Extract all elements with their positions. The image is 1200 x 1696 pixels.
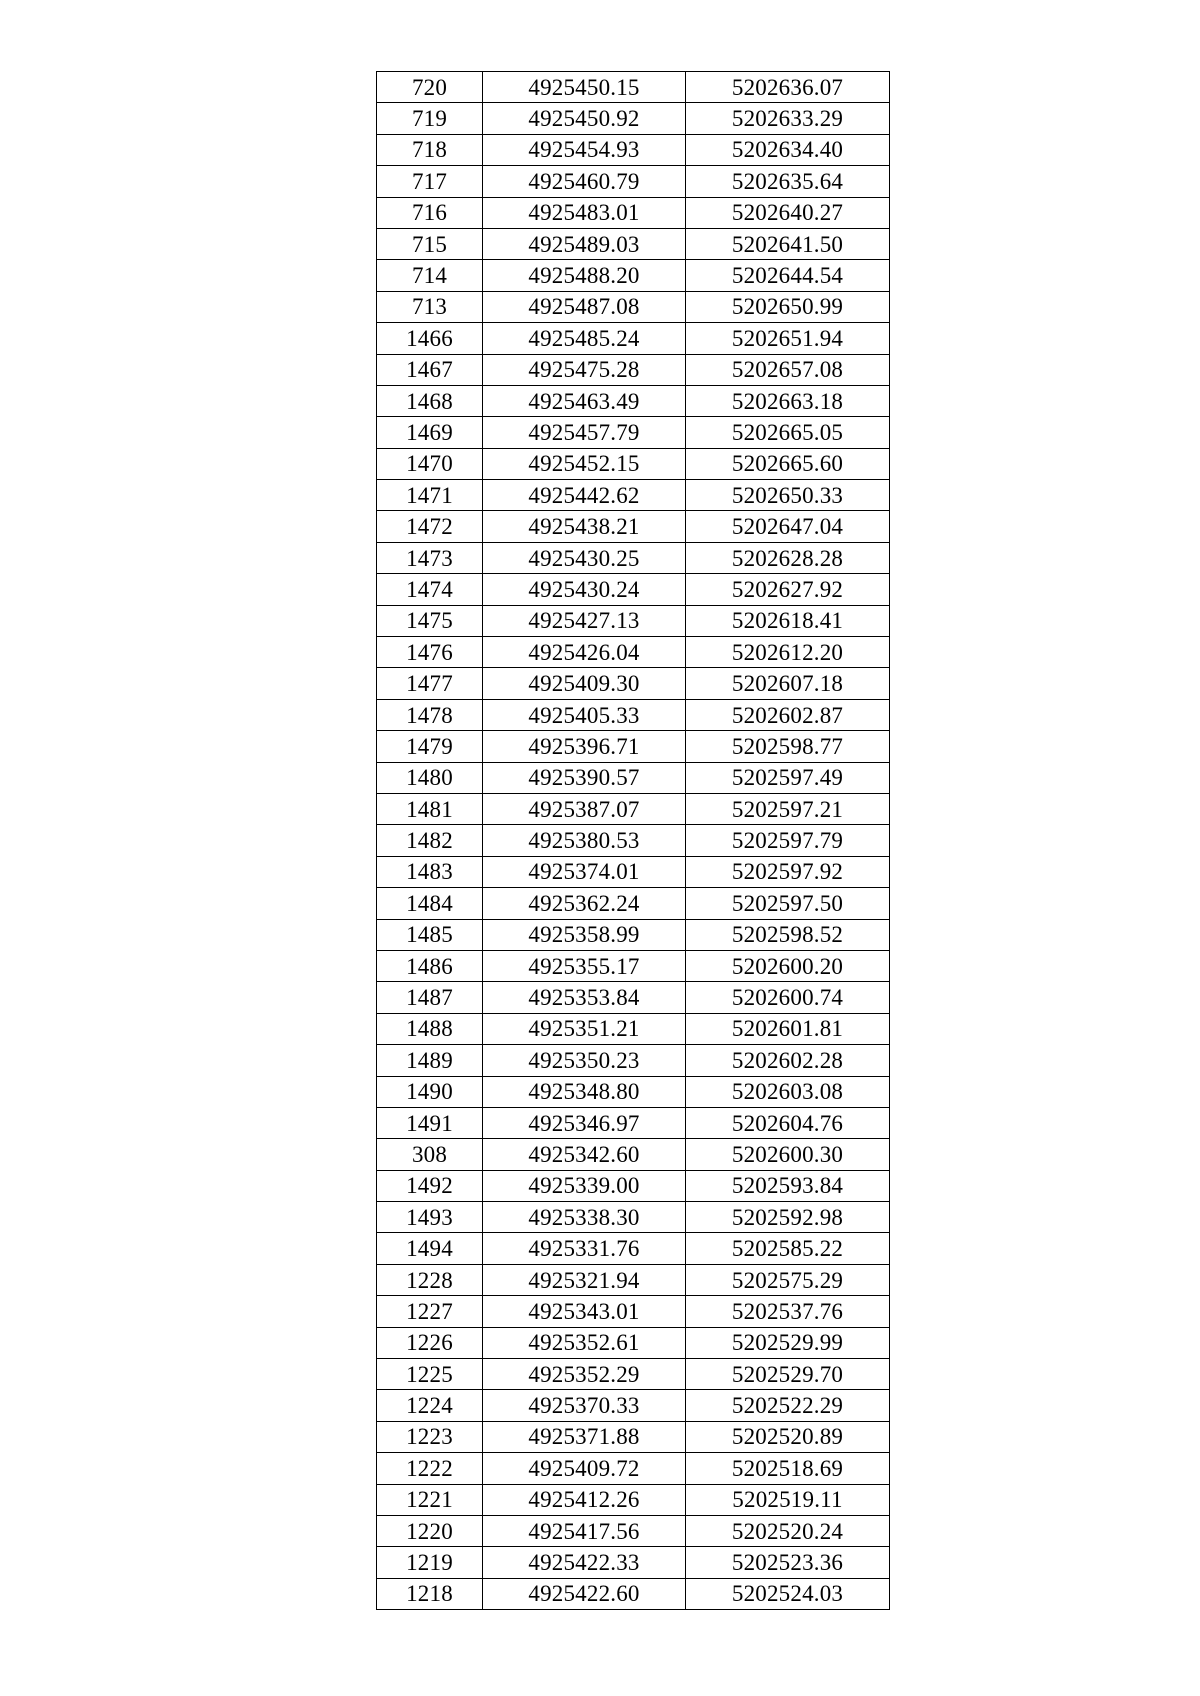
table-row — [377, 354, 890, 385]
point-number-cell: 308 — [377, 1139, 483, 1170]
table-row — [377, 1296, 890, 1327]
table-row — [377, 72, 890, 103]
point-number-cell: 1487 — [377, 982, 483, 1013]
x-coordinate-cell: 4925352.61 — [483, 1327, 686, 1358]
table-row — [377, 1390, 890, 1421]
x-coordinate-cell: 4925488.20 — [483, 260, 686, 291]
table-row — [377, 793, 890, 824]
coordinates-table — [376, 71, 890, 1610]
x-coordinate-cell: 4925454.93 — [483, 134, 686, 165]
point-number-cell: 717 — [377, 166, 483, 197]
y-coordinate-cell: 5202607.18 — [686, 668, 890, 699]
point-number-cell: 713 — [377, 291, 483, 322]
point-number-cell: 1223 — [377, 1421, 483, 1452]
y-coordinate-cell: 5202529.99 — [686, 1327, 890, 1358]
table-row — [377, 323, 890, 354]
point-number-cell: 718 — [377, 134, 483, 165]
point-number-cell: 1220 — [377, 1515, 483, 1546]
point-number-cell: 1479 — [377, 731, 483, 762]
x-coordinate-cell: 4925422.33 — [483, 1547, 686, 1578]
table-row — [377, 1515, 890, 1546]
x-coordinate-cell: 4925450.15 — [483, 72, 686, 103]
point-number-cell: 1226 — [377, 1327, 483, 1358]
x-coordinate-cell: 4925348.80 — [483, 1076, 686, 1107]
x-coordinate-cell: 4925412.26 — [483, 1484, 686, 1515]
y-coordinate-cell: 5202651.94 — [686, 323, 890, 354]
y-coordinate-cell: 5202650.99 — [686, 291, 890, 322]
point-number-cell: 1489 — [377, 1045, 483, 1076]
table-row — [377, 668, 890, 699]
x-coordinate-cell: 4925350.23 — [483, 1045, 686, 1076]
table-row — [377, 134, 890, 165]
y-coordinate-cell: 5202633.29 — [686, 103, 890, 134]
y-coordinate-cell: 5202604.76 — [686, 1107, 890, 1138]
point-number-cell: 716 — [377, 197, 483, 228]
point-number-cell: 1493 — [377, 1202, 483, 1233]
point-number-cell: 719 — [377, 103, 483, 134]
table-row — [377, 856, 890, 887]
x-coordinate-cell: 4925487.08 — [483, 291, 686, 322]
point-number-cell: 1467 — [377, 354, 483, 385]
y-coordinate-cell: 5202600.74 — [686, 982, 890, 1013]
y-coordinate-cell: 5202612.20 — [686, 637, 890, 668]
table-row — [377, 950, 890, 981]
x-coordinate-cell: 4925355.17 — [483, 950, 686, 981]
point-number-cell: 1473 — [377, 542, 483, 573]
x-coordinate-cell: 4925463.49 — [483, 385, 686, 416]
y-coordinate-cell: 5202640.27 — [686, 197, 890, 228]
point-number-cell: 1227 — [377, 1296, 483, 1327]
point-number-cell: 1472 — [377, 511, 483, 542]
x-coordinate-cell: 4925409.72 — [483, 1453, 686, 1484]
x-coordinate-cell: 4925442.62 — [483, 480, 686, 511]
y-coordinate-cell: 5202523.36 — [686, 1547, 890, 1578]
y-coordinate-cell: 5202597.50 — [686, 888, 890, 919]
x-coordinate-cell: 4925417.56 — [483, 1515, 686, 1546]
y-coordinate-cell: 5202641.50 — [686, 228, 890, 259]
table-row — [377, 1139, 890, 1170]
table-row — [377, 417, 890, 448]
point-number-cell: 1469 — [377, 417, 483, 448]
table-row — [377, 762, 890, 793]
y-coordinate-cell: 5202663.18 — [686, 385, 890, 416]
y-coordinate-cell: 5202524.03 — [686, 1578, 890, 1609]
y-coordinate-cell: 5202627.92 — [686, 574, 890, 605]
x-coordinate-cell: 4925346.97 — [483, 1107, 686, 1138]
y-coordinate-cell: 5202603.08 — [686, 1076, 890, 1107]
point-number-cell: 1228 — [377, 1264, 483, 1295]
x-coordinate-cell: 4925409.30 — [483, 668, 686, 699]
table-row — [377, 605, 890, 636]
y-coordinate-cell: 5202522.29 — [686, 1390, 890, 1421]
table-row — [377, 731, 890, 762]
table-row — [377, 197, 890, 228]
x-coordinate-cell: 4925438.21 — [483, 511, 686, 542]
y-coordinate-cell: 5202598.77 — [686, 731, 890, 762]
point-number-cell: 715 — [377, 228, 483, 259]
point-number-cell: 1222 — [377, 1453, 483, 1484]
y-coordinate-cell: 5202665.60 — [686, 448, 890, 479]
y-coordinate-cell: 5202529.70 — [686, 1359, 890, 1390]
point-number-cell: 1218 — [377, 1578, 483, 1609]
y-coordinate-cell: 5202520.24 — [686, 1515, 890, 1546]
x-coordinate-cell: 4925331.76 — [483, 1233, 686, 1264]
x-coordinate-cell: 4925358.99 — [483, 919, 686, 950]
x-coordinate-cell: 4925430.25 — [483, 542, 686, 573]
point-number-cell: 1482 — [377, 825, 483, 856]
table-row — [377, 1264, 890, 1295]
y-coordinate-cell: 5202519.11 — [686, 1484, 890, 1515]
point-number-cell: 1225 — [377, 1359, 483, 1390]
x-coordinate-cell: 4925370.33 — [483, 1390, 686, 1421]
y-coordinate-cell: 5202602.28 — [686, 1045, 890, 1076]
x-coordinate-cell: 4925405.33 — [483, 699, 686, 730]
table-row — [377, 1578, 890, 1609]
table-row — [377, 1327, 890, 1358]
table-row — [377, 699, 890, 730]
x-coordinate-cell: 4925374.01 — [483, 856, 686, 887]
table-row — [377, 1170, 890, 1201]
point-number-cell: 1471 — [377, 480, 483, 511]
point-number-cell: 1486 — [377, 950, 483, 981]
point-number-cell: 1484 — [377, 888, 483, 919]
point-number-cell: 1490 — [377, 1076, 483, 1107]
x-coordinate-cell: 4925362.24 — [483, 888, 686, 919]
x-coordinate-cell: 4925343.01 — [483, 1296, 686, 1327]
table-row — [377, 637, 890, 668]
y-coordinate-cell: 5202597.49 — [686, 762, 890, 793]
table-row — [377, 1421, 890, 1452]
y-coordinate-cell: 5202520.89 — [686, 1421, 890, 1452]
point-number-cell: 1491 — [377, 1107, 483, 1138]
x-coordinate-cell: 4925342.60 — [483, 1139, 686, 1170]
y-coordinate-cell: 5202602.87 — [686, 699, 890, 730]
table-row — [377, 825, 890, 856]
y-coordinate-cell: 5202593.84 — [686, 1170, 890, 1201]
point-number-cell: 1219 — [377, 1547, 483, 1578]
x-coordinate-cell: 4925371.88 — [483, 1421, 686, 1452]
point-number-cell: 1488 — [377, 1013, 483, 1044]
y-coordinate-cell: 5202635.64 — [686, 166, 890, 197]
point-number-cell: 1470 — [377, 448, 483, 479]
point-number-cell: 1224 — [377, 1390, 483, 1421]
x-coordinate-cell: 4925430.24 — [483, 574, 686, 605]
table-row — [377, 480, 890, 511]
y-coordinate-cell: 5202628.28 — [686, 542, 890, 573]
y-coordinate-cell: 5202644.54 — [686, 260, 890, 291]
x-coordinate-cell: 4925353.84 — [483, 982, 686, 1013]
y-coordinate-cell: 5202585.22 — [686, 1233, 890, 1264]
point-number-cell: 1494 — [377, 1233, 483, 1264]
y-coordinate-cell: 5202537.76 — [686, 1296, 890, 1327]
y-coordinate-cell: 5202597.21 — [686, 793, 890, 824]
y-coordinate-cell: 5202618.41 — [686, 605, 890, 636]
y-coordinate-cell: 5202597.92 — [686, 856, 890, 887]
y-coordinate-cell: 5202597.79 — [686, 825, 890, 856]
y-coordinate-cell: 5202634.40 — [686, 134, 890, 165]
x-coordinate-cell: 4925390.57 — [483, 762, 686, 793]
point-number-cell: 1483 — [377, 856, 483, 887]
table-row — [377, 1107, 890, 1138]
y-coordinate-cell: 5202600.20 — [686, 950, 890, 981]
table-row — [377, 542, 890, 573]
point-number-cell: 1475 — [377, 605, 483, 636]
point-number-cell: 1485 — [377, 919, 483, 950]
table-row — [377, 1233, 890, 1264]
x-coordinate-cell: 4925387.07 — [483, 793, 686, 824]
x-coordinate-cell: 4925338.30 — [483, 1202, 686, 1233]
y-coordinate-cell: 5202601.81 — [686, 1013, 890, 1044]
y-coordinate-cell: 5202592.98 — [686, 1202, 890, 1233]
x-coordinate-cell: 4925380.53 — [483, 825, 686, 856]
table-row — [377, 103, 890, 134]
y-coordinate-cell: 5202518.69 — [686, 1453, 890, 1484]
x-coordinate-cell: 4925450.92 — [483, 103, 686, 134]
point-number-cell: 1478 — [377, 699, 483, 730]
point-number-cell: 1221 — [377, 1484, 483, 1515]
x-coordinate-cell: 4925452.15 — [483, 448, 686, 479]
x-coordinate-cell: 4925321.94 — [483, 1264, 686, 1295]
point-number-cell: 1476 — [377, 637, 483, 668]
table-row — [377, 1359, 890, 1390]
x-coordinate-cell: 4925352.29 — [483, 1359, 686, 1390]
point-number-cell: 1492 — [377, 1170, 483, 1201]
x-coordinate-cell: 4925457.79 — [483, 417, 686, 448]
table-row — [377, 260, 890, 291]
x-coordinate-cell: 4925351.21 — [483, 1013, 686, 1044]
point-number-cell: 1477 — [377, 668, 483, 699]
table-row — [377, 919, 890, 950]
point-number-cell: 1466 — [377, 323, 483, 354]
y-coordinate-cell: 5202600.30 — [686, 1139, 890, 1170]
x-coordinate-cell: 4925422.60 — [483, 1578, 686, 1609]
y-coordinate-cell: 5202598.52 — [686, 919, 890, 950]
table-row — [377, 1547, 890, 1578]
x-coordinate-cell: 4925460.79 — [483, 166, 686, 197]
point-number-cell: 720 — [377, 72, 483, 103]
x-coordinate-cell: 4925483.01 — [483, 197, 686, 228]
table-row — [377, 291, 890, 322]
x-coordinate-cell: 4925396.71 — [483, 731, 686, 762]
point-number-cell: 1480 — [377, 762, 483, 793]
table-row — [377, 166, 890, 197]
point-number-cell: 714 — [377, 260, 483, 291]
x-coordinate-cell: 4925489.03 — [483, 228, 686, 259]
point-number-cell: 1481 — [377, 793, 483, 824]
table-row — [377, 1453, 890, 1484]
point-number-cell: 1468 — [377, 385, 483, 416]
y-coordinate-cell: 5202575.29 — [686, 1264, 890, 1295]
table-row — [377, 1202, 890, 1233]
table-row — [377, 1045, 890, 1076]
table-row — [377, 574, 890, 605]
coordinates-table-body — [377, 72, 890, 1610]
table-row — [377, 888, 890, 919]
table-row — [377, 511, 890, 542]
table-row — [377, 1076, 890, 1107]
table-row — [377, 228, 890, 259]
table-row — [377, 448, 890, 479]
y-coordinate-cell: 5202665.05 — [686, 417, 890, 448]
point-number-cell: 1474 — [377, 574, 483, 605]
x-coordinate-cell: 4925475.28 — [483, 354, 686, 385]
x-coordinate-cell: 4925339.00 — [483, 1170, 686, 1201]
x-coordinate-cell: 4925427.13 — [483, 605, 686, 636]
x-coordinate-cell: 4925426.04 — [483, 637, 686, 668]
table-row — [377, 1013, 890, 1044]
y-coordinate-cell: 5202657.08 — [686, 354, 890, 385]
y-coordinate-cell: 5202636.07 — [686, 72, 890, 103]
y-coordinate-cell: 5202650.33 — [686, 480, 890, 511]
y-coordinate-cell: 5202647.04 — [686, 511, 890, 542]
table-row — [377, 1484, 890, 1515]
x-coordinate-cell: 4925485.24 — [483, 323, 686, 354]
table-row — [377, 385, 890, 416]
table-row — [377, 982, 890, 1013]
